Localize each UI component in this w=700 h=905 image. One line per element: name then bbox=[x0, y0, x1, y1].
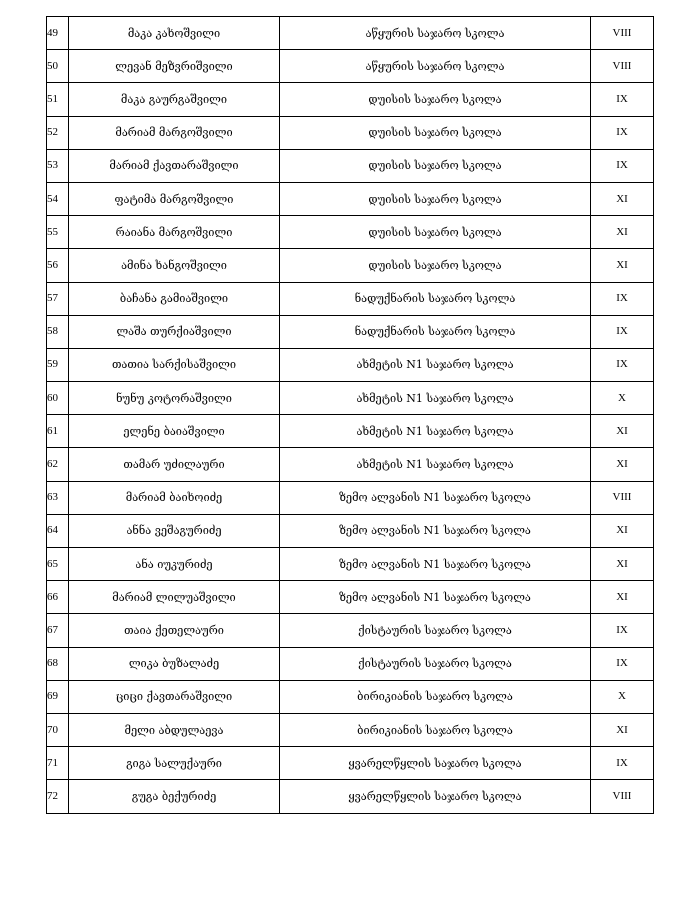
grade-cell: XI bbox=[591, 448, 654, 481]
student-name: მელი აბდულაევა bbox=[69, 713, 280, 746]
student-name: გუგა ბექურიძე bbox=[69, 780, 280, 813]
participants-table bbox=[46, 16, 654, 814]
grade-cell: XI bbox=[591, 249, 654, 282]
student-name: თამარ უძილაური bbox=[69, 448, 280, 481]
student-name: თათია სარქისაშვილი bbox=[69, 348, 280, 381]
grade-cell: IX bbox=[591, 282, 654, 315]
grade-cell: IX bbox=[591, 614, 654, 647]
row-number: 62 bbox=[47, 448, 69, 481]
student-name: ელენე ბაიაშვილი bbox=[69, 415, 280, 448]
grade-cell: VIII bbox=[591, 17, 654, 50]
row-number: 52 bbox=[47, 116, 69, 149]
student-name: ფატიმა მარგოშვილი bbox=[69, 182, 280, 215]
row-number: 50 bbox=[47, 50, 69, 83]
table-row bbox=[47, 382, 654, 415]
row-number: 68 bbox=[47, 647, 69, 680]
school-name: ბირიკიანის საჯარო სკოლა bbox=[280, 713, 591, 746]
student-name: მარიამ ბაიხოიძე bbox=[69, 481, 280, 514]
school-name: ზემო ალვანის N1 საჯარო სკოლა bbox=[280, 548, 591, 581]
student-name: მარიამ მარგოშვილი bbox=[69, 116, 280, 149]
student-name: ნუნუ კოტორაშვილი bbox=[69, 382, 280, 415]
row-number: 70 bbox=[47, 713, 69, 746]
school-name: ნადუქნარის საჯარო სკოლა bbox=[280, 282, 591, 315]
grade-cell: X bbox=[591, 382, 654, 415]
table-row bbox=[47, 216, 654, 249]
school-name: ახმეტის N1 საჯარო სკოლა bbox=[280, 348, 591, 381]
table-row bbox=[47, 149, 654, 182]
row-number: 60 bbox=[47, 382, 69, 415]
row-number: 72 bbox=[47, 780, 69, 813]
student-name: ლაშა თურქიაშვილი bbox=[69, 315, 280, 348]
grade-cell: XI bbox=[591, 548, 654, 581]
table-row bbox=[47, 17, 654, 50]
grade-cell: XI bbox=[591, 415, 654, 448]
student-name: ლევან მეზვრიშვილი bbox=[69, 50, 280, 83]
row-number: 56 bbox=[47, 249, 69, 282]
student-name: თაია ქეთელაური bbox=[69, 614, 280, 647]
grade-cell: X bbox=[591, 680, 654, 713]
table-row bbox=[47, 448, 654, 481]
row-number: 59 bbox=[47, 348, 69, 381]
table-row bbox=[47, 315, 654, 348]
table-row bbox=[47, 548, 654, 581]
school-name: ნადუქნარის საჯარო სკოლა bbox=[280, 315, 591, 348]
student-name: ამინა ხანგოშვილი bbox=[69, 249, 280, 282]
row-number: 66 bbox=[47, 581, 69, 614]
grade-cell: XI bbox=[591, 182, 654, 215]
table-row bbox=[47, 50, 654, 83]
school-name: დუისის საჯარო სკოლა bbox=[280, 216, 591, 249]
row-number: 65 bbox=[47, 548, 69, 581]
row-number: 57 bbox=[47, 282, 69, 315]
school-name: ქისტაურის საჯარო სკოლა bbox=[280, 614, 591, 647]
school-name: დუისის საჯარო სკოლა bbox=[280, 182, 591, 215]
table-row bbox=[47, 614, 654, 647]
table-row bbox=[47, 481, 654, 514]
row-number: 71 bbox=[47, 747, 69, 780]
student-name: ლიკა ბუზალაძე bbox=[69, 647, 280, 680]
student-name: რაიანა მარგოშვილი bbox=[69, 216, 280, 249]
school-name: ბირიკიანის საჯარო სკოლა bbox=[280, 680, 591, 713]
grade-cell: IX bbox=[591, 83, 654, 116]
grade-cell: XI bbox=[591, 581, 654, 614]
row-number: 69 bbox=[47, 680, 69, 713]
table-row bbox=[47, 647, 654, 680]
table-row bbox=[47, 713, 654, 746]
table-row bbox=[47, 282, 654, 315]
grade-cell: IX bbox=[591, 116, 654, 149]
row-number: 49 bbox=[47, 17, 69, 50]
school-name: აწყურის საჯარო სკოლა bbox=[280, 17, 591, 50]
table-row bbox=[47, 83, 654, 116]
grade-cell: IX bbox=[591, 747, 654, 780]
table-row bbox=[47, 780, 654, 813]
school-name: ყვარელწყლის საჯარო სკოლა bbox=[280, 780, 591, 813]
row-number: 51 bbox=[47, 83, 69, 116]
school-name: დუისის საჯარო სკოლა bbox=[280, 149, 591, 182]
school-name: დუისის საჯარო სკოლა bbox=[280, 249, 591, 282]
grade-cell: VIII bbox=[591, 780, 654, 813]
student-name: მარიამ ქავთარაშვილი bbox=[69, 149, 280, 182]
grade-cell: IX bbox=[591, 149, 654, 182]
row-number: 55 bbox=[47, 216, 69, 249]
table-row bbox=[47, 348, 654, 381]
school-name: ზემო ალვანის N1 საჯარო სკოლა bbox=[280, 581, 591, 614]
table-row bbox=[47, 182, 654, 215]
row-number: 53 bbox=[47, 149, 69, 182]
student-name: მაკა გაურგაშვილი bbox=[69, 83, 280, 116]
grade-cell: XI bbox=[591, 713, 654, 746]
school-name: ყვარელწყლის საჯარო სკოლა bbox=[280, 747, 591, 780]
student-name: გიგა სალუქაური bbox=[69, 747, 280, 780]
school-name: ახმეტის N1 საჯარო სკოლა bbox=[280, 415, 591, 448]
row-number: 58 bbox=[47, 315, 69, 348]
grade-cell: XI bbox=[591, 514, 654, 547]
table-row bbox=[47, 514, 654, 547]
table-row bbox=[47, 747, 654, 780]
school-name: აწყურის საჯარო სკოლა bbox=[280, 50, 591, 83]
grade-cell: VIII bbox=[591, 50, 654, 83]
grade-cell: IX bbox=[591, 348, 654, 381]
school-name: ახმეტის N1 საჯარო სკოლა bbox=[280, 448, 591, 481]
table-row bbox=[47, 680, 654, 713]
school-name: ზემო ალვანის N1 საჯარო სკოლა bbox=[280, 481, 591, 514]
student-name: ანა იუკურიძე bbox=[69, 548, 280, 581]
school-name: დუისის საჯარო სკოლა bbox=[280, 116, 591, 149]
table-row bbox=[47, 249, 654, 282]
row-number: 61 bbox=[47, 415, 69, 448]
student-name: ბაჩანა გამიაშვილი bbox=[69, 282, 280, 315]
table-body bbox=[47, 17, 654, 814]
school-name: ახმეტის N1 საჯარო სკოლა bbox=[280, 382, 591, 415]
student-name: ციცი ქავთარაშვილი bbox=[69, 680, 280, 713]
student-name: მარიამ ლილუაშვილი bbox=[69, 581, 280, 614]
student-name: მაკა კახოშვილი bbox=[69, 17, 280, 50]
grade-cell: VIII bbox=[591, 481, 654, 514]
school-name: დუისის საჯარო სკოლა bbox=[280, 83, 591, 116]
table-row bbox=[47, 415, 654, 448]
school-name: ქისტაურის საჯარო სკოლა bbox=[280, 647, 591, 680]
row-number: 63 bbox=[47, 481, 69, 514]
grade-cell: IX bbox=[591, 647, 654, 680]
grade-cell: XI bbox=[591, 216, 654, 249]
row-number: 64 bbox=[47, 514, 69, 547]
student-name: ანნა ვეშაგურიძე bbox=[69, 514, 280, 547]
school-name: ზემო ალვანის N1 საჯარო სკოლა bbox=[280, 514, 591, 547]
grade-cell: IX bbox=[591, 315, 654, 348]
row-number: 67 bbox=[47, 614, 69, 647]
row-number: 54 bbox=[47, 182, 69, 215]
table-row bbox=[47, 116, 654, 149]
table-row bbox=[47, 581, 654, 614]
